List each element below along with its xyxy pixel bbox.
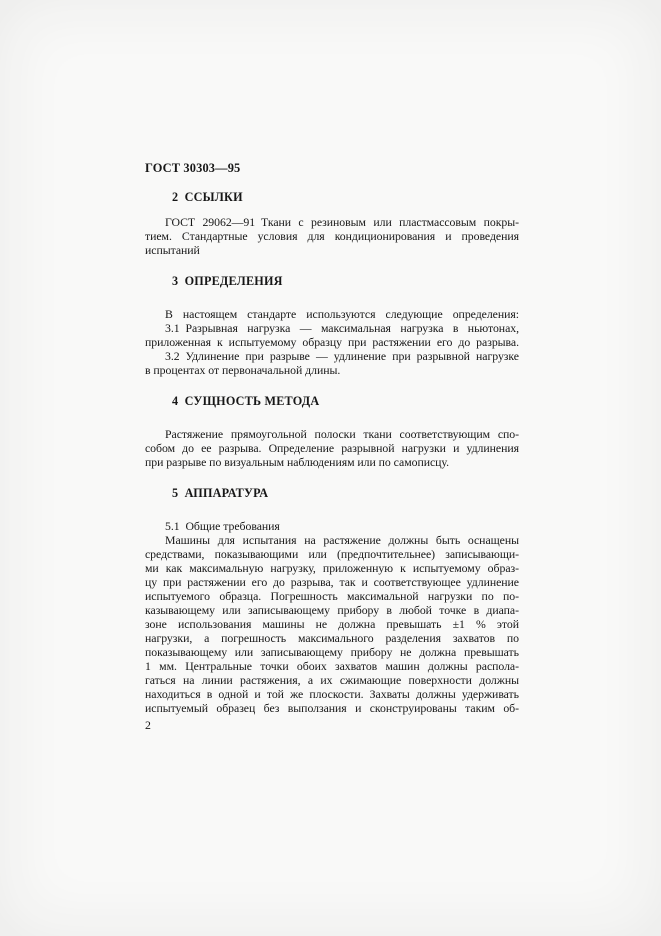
text-line: В настоящем стандарте используются следующие определения: (165, 307, 519, 321)
sections-container (145, 190, 519, 715)
text-line: испытаний (145, 243, 200, 257)
text-line: 1 мм. Центральные точки обоих захватов машин должны распола- (145, 659, 519, 673)
text-line: гаться на линии растяжения, а их сжимающие поверхности должны (145, 673, 519, 687)
text-line: ГОСТ 29062—91 Ткани с резиновым или пластмассовым покры- (165, 215, 519, 229)
section-heading: 3 ОПРЕДЕЛЕНИЯ (172, 274, 283, 288)
document-section (145, 190, 519, 257)
section-heading: 2 ССЫЛКИ (172, 190, 243, 204)
paragraph (145, 533, 519, 715)
paragraph (145, 321, 519, 349)
text-line: при разрыве по визуальным наблюдениям или по самописцу. (145, 455, 449, 469)
text-line: 5.1 Общие требования (165, 519, 280, 533)
text-line: тием. Стандартные условия для кондиционирования и проведения (145, 229, 519, 243)
text-line: испытуемого образца. Погрешность максимальной нагрузки по по- (145, 589, 519, 603)
page-number: 2 (145, 718, 151, 732)
paragraph (145, 519, 519, 533)
text-line: нагрузки, а погрешность максимального разделения захватов по (145, 631, 519, 645)
text-line: Машины для испытания на растяжение должны быть оснащены (165, 533, 519, 547)
text-line: ми как максимальную нагрузку, приложенную к испытуемому образ- (145, 561, 519, 575)
document-section (145, 274, 519, 377)
text-line: находиться в одной и той же плоскости. Захваты должны удерживать (145, 687, 519, 701)
text-line: 3.2 Удлинение при разрыве — удлинение при разрывной нагрузке (165, 349, 519, 363)
text-line: 3.1 Разрывная нагрузка — максимальная нагрузка в ньютонах, (165, 321, 519, 335)
text-line: в процентах от первоначальной длины. (145, 363, 341, 377)
text-line: испытуемый образец без выползания и сконструированы таким об- (145, 701, 519, 715)
document-section (145, 394, 519, 469)
running-header: ГОСТ 30303—95 (145, 161, 241, 175)
text-line: Растяжение прямоугольной полоски ткани соответствующим спо- (165, 427, 519, 441)
text-line: собом до ее разрыва. Определение разрывной нагрузки и удлинения (145, 441, 519, 455)
document-section (145, 486, 519, 715)
text-line: казывающему или записывающему прибору в любой точке в диапа- (145, 603, 519, 617)
paragraph (145, 349, 519, 377)
text-line: цу при растяжении его до разрыва, так и соответствующее удлинение (145, 575, 519, 589)
document-text-block (145, 161, 519, 732)
paragraph (145, 215, 519, 257)
text-line: средствами, показывающими или (предпочтительнее) записывающи- (145, 547, 519, 561)
text-line: приложенная к испытуемому образцу при растяжении его до разрыва. (145, 335, 519, 349)
paragraph (145, 307, 519, 321)
text-line: показывающему или записывающему прибору не должна превышать (145, 645, 519, 659)
paragraph (145, 427, 519, 469)
text-line: зоне использования машины не должна превышать ±1 % этой (145, 617, 519, 631)
section-heading: 5 АППАРАТУРА (172, 486, 269, 500)
section-heading: 4 СУЩНОСТЬ МЕТОДА (172, 394, 320, 408)
